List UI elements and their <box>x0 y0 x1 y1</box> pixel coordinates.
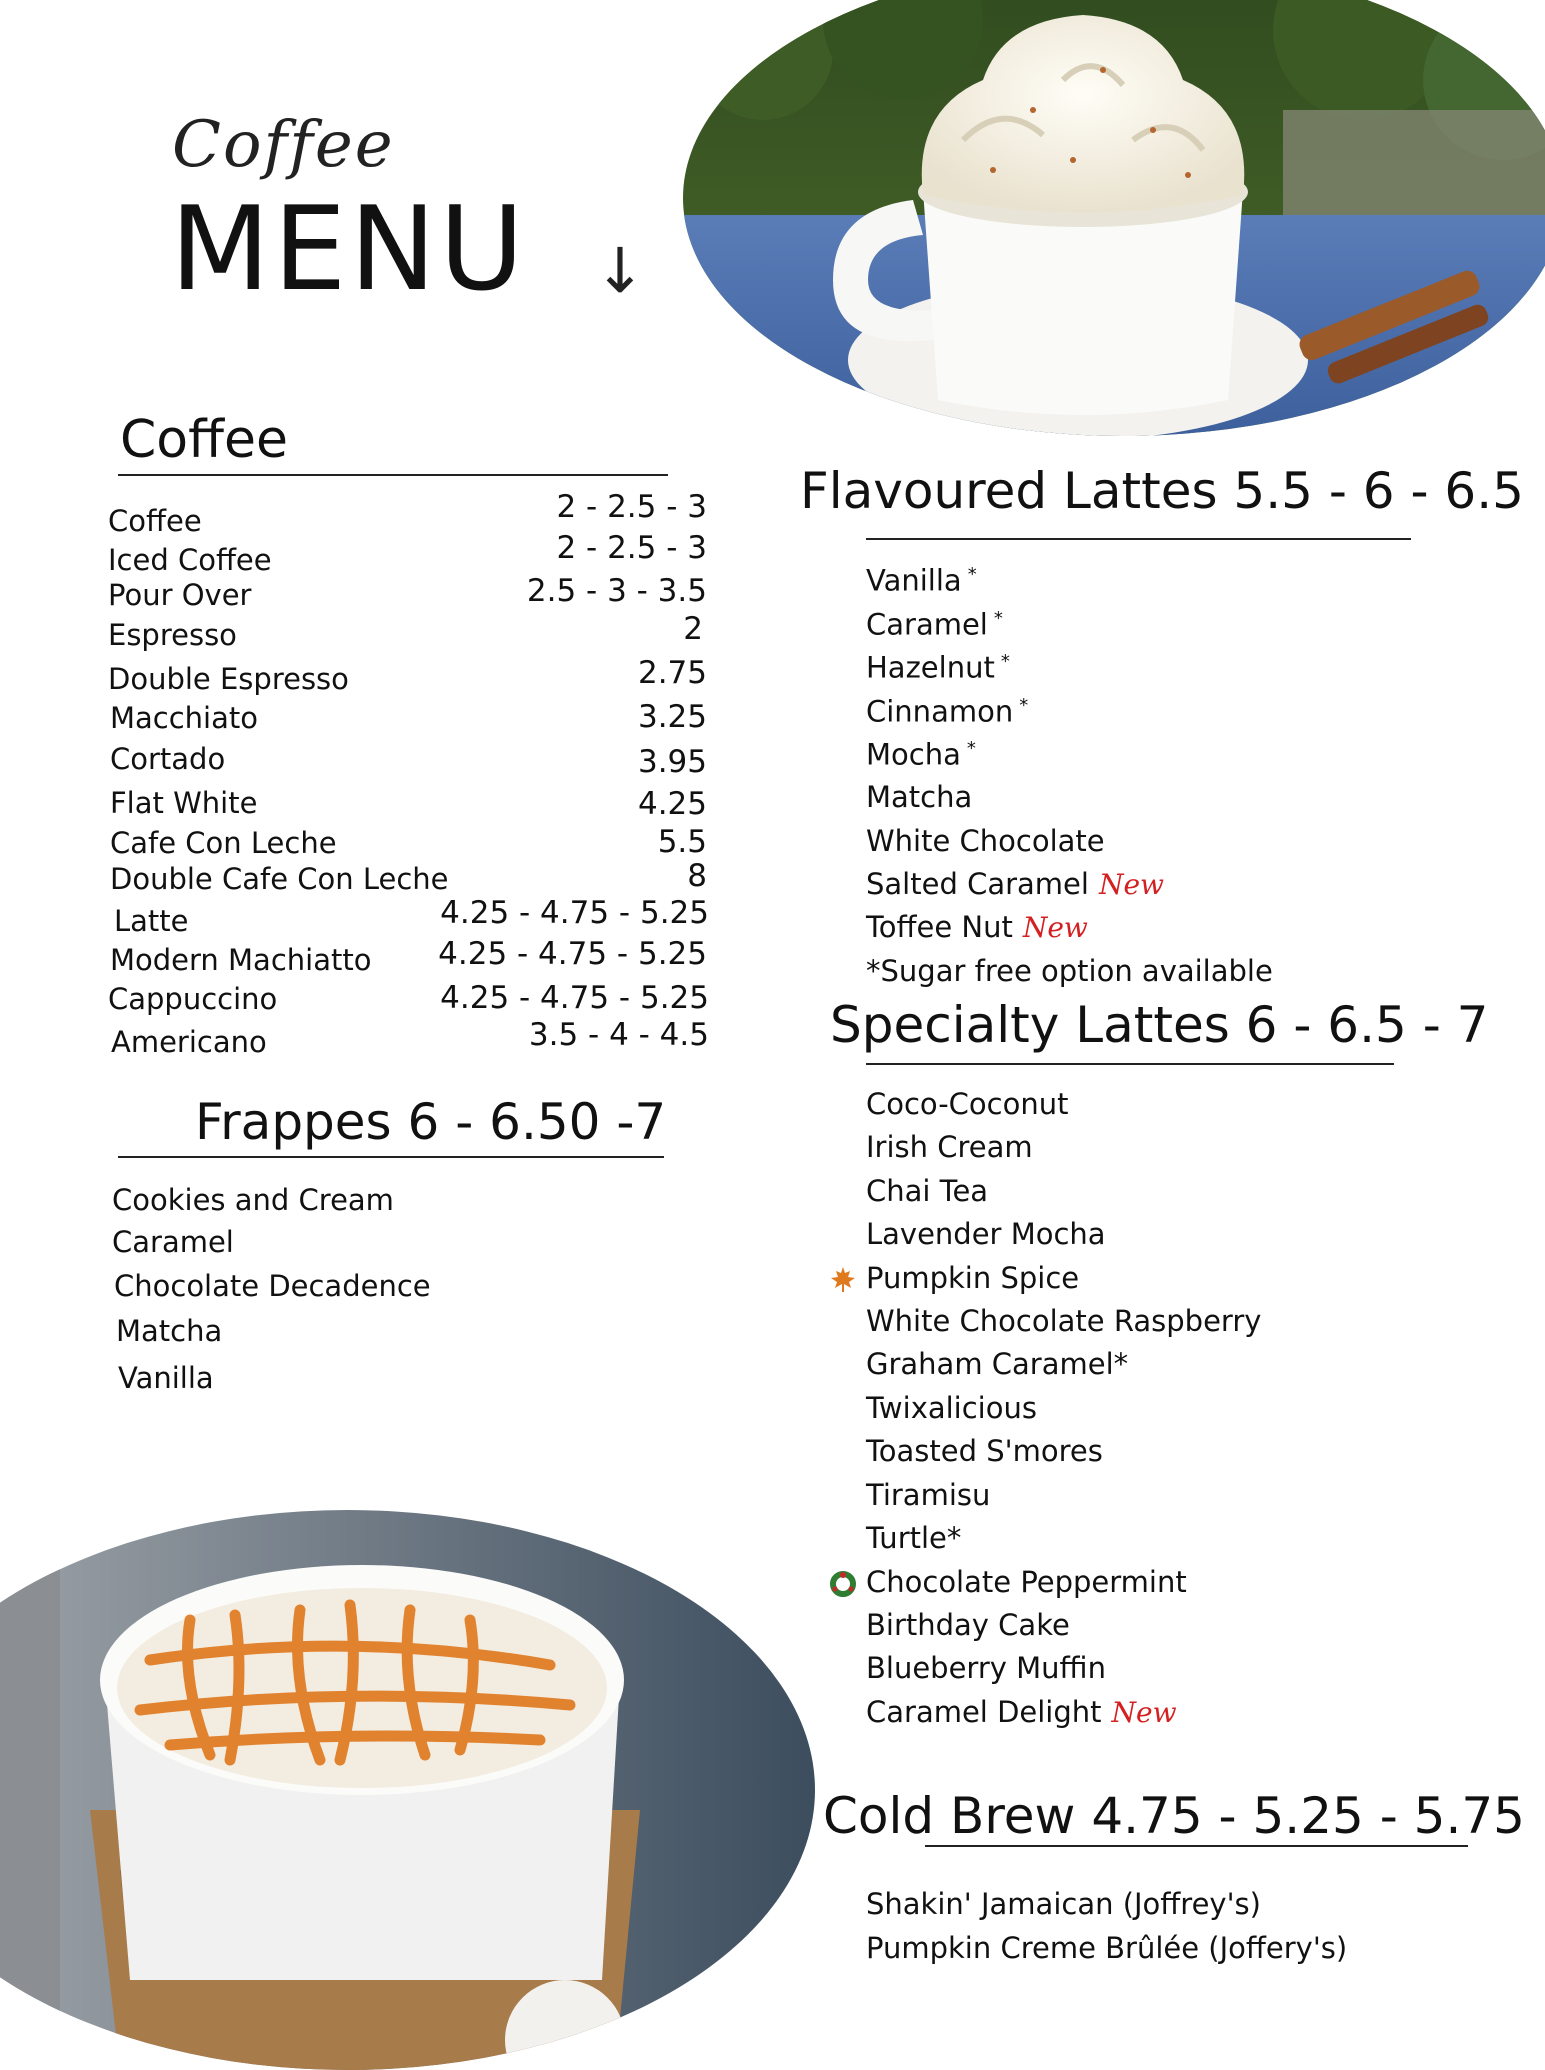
cold-brew-heading: Cold Brew 4.75 - 5.25 - 5.75 <box>823 1787 1525 1845</box>
whipped-cream-coffee-photo <box>683 0 1545 436</box>
coffee-item-price: 2.75 <box>637 655 707 691</box>
specialty-latte-item: Coco-Coconut <box>866 1087 1069 1121</box>
specialty-latte-item: Turtle* <box>866 1521 962 1555</box>
coffee-item-price: 2 - 2.5 - 3 <box>556 489 707 525</box>
specialty-latte-item: Pumpkin Spice <box>866 1261 1080 1295</box>
coffee-item-name: Pour Over <box>108 578 252 612</box>
specialty-latte-item: Irish Cream <box>866 1130 1033 1164</box>
frappes-heading: Frappes 6 - 6.50 -7 <box>195 1093 667 1151</box>
flavoured-latte-item: Caramel * <box>866 607 1003 642</box>
coffee-item-price: 2 <box>683 611 703 647</box>
coffee-item-name: Flat White <box>110 786 258 820</box>
coffee-item-price: 4.25 <box>637 786 707 822</box>
coffee-item-name: Coffee <box>108 504 202 538</box>
maple-leaf-icon <box>829 1265 857 1293</box>
coffee-item-price: 3.25 <box>637 699 707 735</box>
coffee-item-price: 4.25 - 4.75 - 5.25 <box>438 936 707 972</box>
frappe-item: Chocolate Decadence <box>114 1269 431 1303</box>
coffee-item-price: 4.25 - 4.75 - 5.25 <box>440 980 709 1016</box>
coffee-item-name: Double Espresso <box>108 662 349 696</box>
specialty-lattes-divider <box>866 1063 1394 1065</box>
flavoured-lattes-divider <box>866 538 1411 540</box>
frappe-item: Caramel <box>112 1225 234 1259</box>
specialty-latte-item: Blueberry Muffin <box>866 1651 1106 1685</box>
coffee-item-name: Americano <box>111 1025 267 1059</box>
coffee-item-name: Modern Machiatto <box>110 943 372 977</box>
coffee-item-name: Espresso <box>108 618 237 652</box>
coffee-item-name: Cortado <box>110 742 226 776</box>
coffee-item-price: 2.5 - 3 - 3.5 <box>526 573 707 609</box>
coffee-item-price: 5.5 <box>657 824 707 860</box>
coffee-item-name: Cafe Con Leche <box>110 826 337 860</box>
specialty-latte-item: Birthday Cake <box>866 1608 1070 1642</box>
menu-title: MENU <box>170 182 528 317</box>
coffee-item-price: 2 - 2.5 - 3 <box>556 530 707 566</box>
flavoured-latte-item: White Chocolate <box>866 824 1105 858</box>
flavoured-latte-item: Vanilla * <box>866 563 977 598</box>
flavoured-latte-item: Salted Caramel New <box>866 867 1164 901</box>
specialty-latte-item: Twixalicious <box>866 1391 1037 1425</box>
coffee-item-price: 3.95 <box>637 744 707 780</box>
cold-brew-item: Shakin' Jamaican (Joffrey's) <box>866 1887 1261 1921</box>
new-badge: New <box>1022 911 1088 944</box>
coffee-item-price: 8 <box>687 858 707 894</box>
specialty-latte-item: Lavender Mocha <box>866 1217 1106 1251</box>
specialty-latte-item: Toasted S'mores <box>866 1434 1103 1468</box>
coffee-item-name: Iced Coffee <box>108 543 272 577</box>
frappe-item: Vanilla <box>118 1361 214 1395</box>
coffee-item-price: 4.25 - 4.75 - 5.25 <box>440 895 709 931</box>
flavoured-latte-item: Mocha * <box>866 737 976 772</box>
coffee-item-name: Macchiato <box>110 701 259 735</box>
specialty-latte-item: White Chocolate Raspberry <box>866 1304 1262 1338</box>
down-arrow-icon: ↓ <box>594 234 646 307</box>
frappes-divider <box>118 1156 664 1158</box>
script-title: Coffee <box>172 108 395 182</box>
specialty-latte-item: Tiramisu <box>866 1478 991 1512</box>
flavoured-latte-item: Hazelnut * <box>866 650 1010 685</box>
cold-brew-divider <box>925 1845 1468 1847</box>
coffee-divider <box>118 474 668 476</box>
flavoured-latte-item: Matcha <box>866 780 973 814</box>
frappe-item: Cookies and Cream <box>112 1183 394 1217</box>
specialty-latte-item: Caramel Delight New <box>866 1695 1177 1729</box>
caramel-latte-photo <box>0 1510 815 2070</box>
coffee-item-price: 3.5 - 4 - 4.5 <box>528 1017 709 1053</box>
specialty-lattes-heading: Specialty Lattes 6 - 6.5 - 7 <box>830 996 1489 1054</box>
specialty-latte-item: Chocolate Peppermint <box>866 1565 1187 1599</box>
flavoured-latte-item: Toffee Nut New <box>866 910 1088 944</box>
flavoured-lattes-heading: Flavoured Lattes 5.5 - 6 - 6.5 <box>800 462 1524 520</box>
coffee-item-name: Latte <box>114 904 189 938</box>
specialty-latte-item: Graham Caramel* <box>866 1347 1129 1381</box>
sugar-free-note: *Sugar free option available <box>866 954 1273 988</box>
wreath-icon <box>829 1570 857 1598</box>
new-badge: New <box>1111 1696 1177 1729</box>
flavoured-latte-item: Cinnamon * <box>866 694 1029 729</box>
cold-brew-item: Pumpkin Creme Brûlée (Joffery's) <box>866 1931 1348 1965</box>
specialty-latte-item: Chai Tea <box>866 1174 989 1208</box>
new-badge: New <box>1098 868 1164 901</box>
coffee-heading: Coffee <box>120 410 288 470</box>
frappe-item: Matcha <box>116 1314 223 1348</box>
coffee-item-name: Cappuccino <box>108 982 278 1016</box>
coffee-item-name: Double Cafe Con Leche <box>110 862 449 896</box>
